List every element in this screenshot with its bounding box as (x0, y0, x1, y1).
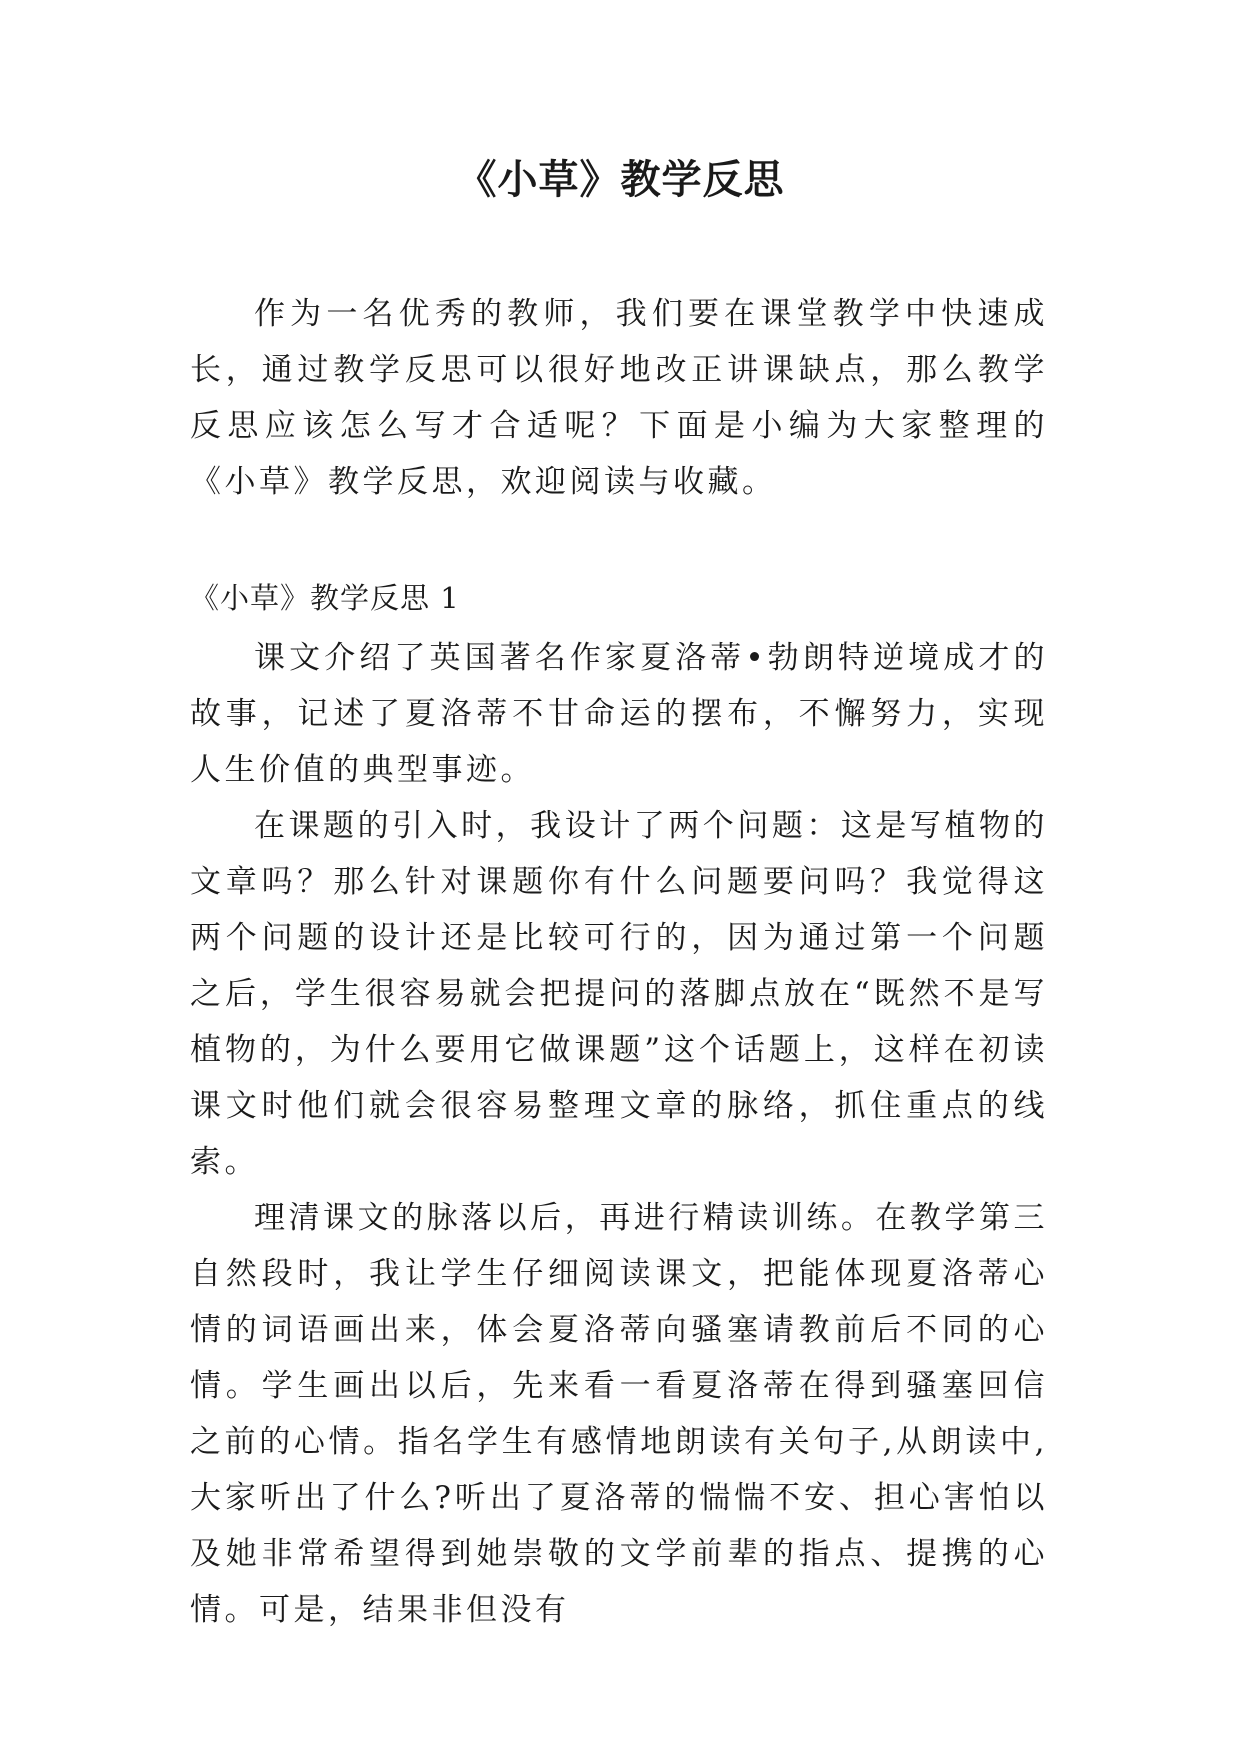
document-body (190, 286, 1048, 1638)
body-paragraph: 理清课文的脉落以后，再进行精读训练。在教学第三自然段时，我让学生仔细阅读课文，把能体现夏洛蒂心情的词语画出来，体会夏洛蒂向骚塞请教前后不同的心情。学生画出以后，先来看一看夏洛蒂在得到骚塞回信之前的心情。指名学生有感情地朗读有关句子,从朗读中,大家听出了什么?听出了夏洛蒂的惴惴不安、担心害怕以及她非常希望得到她崇敬的文学前辈的指点、提携的心情。可是，结果非但没有 (190, 1200, 1048, 1628)
section-heading: 《小草》教学反思 1 (190, 581, 460, 615)
intro-paragraph: 作为一名优秀的教师，我们要在课堂教学中快速成长，通过教学反思可以很好地改正讲课缺点，那么教学反思应该怎么写才合适呢？下面是小编为大家整理的《小草》教学反思，欢迎阅读与收藏。 (190, 296, 1048, 500)
document-title: 《小草》教学反思 (456, 157, 785, 203)
body-paragraph: 在课题的引入时，我设计了两个问题：这是写植物的文章吗？那么针对课题你有什么问题要问吗？我觉得这两个问题的设计还是比较可行的，因为通过第一个问题之后，学生很容易就会把提问的落脚点放在“既然不是写植物的，为什么要用它做课题”这个话题上，这样在初读课文时他们就会很容易整理文章的脉络，抓住重点的线索。 (190, 808, 1048, 1180)
body-paragraph: 课文介绍了英国著名作家夏洛蒂•勃朗特逆境成才的故事，记述了夏洛蒂不甘命运的摆布，不懈努力，实现人生价值的典型事迹。 (190, 640, 1048, 788)
